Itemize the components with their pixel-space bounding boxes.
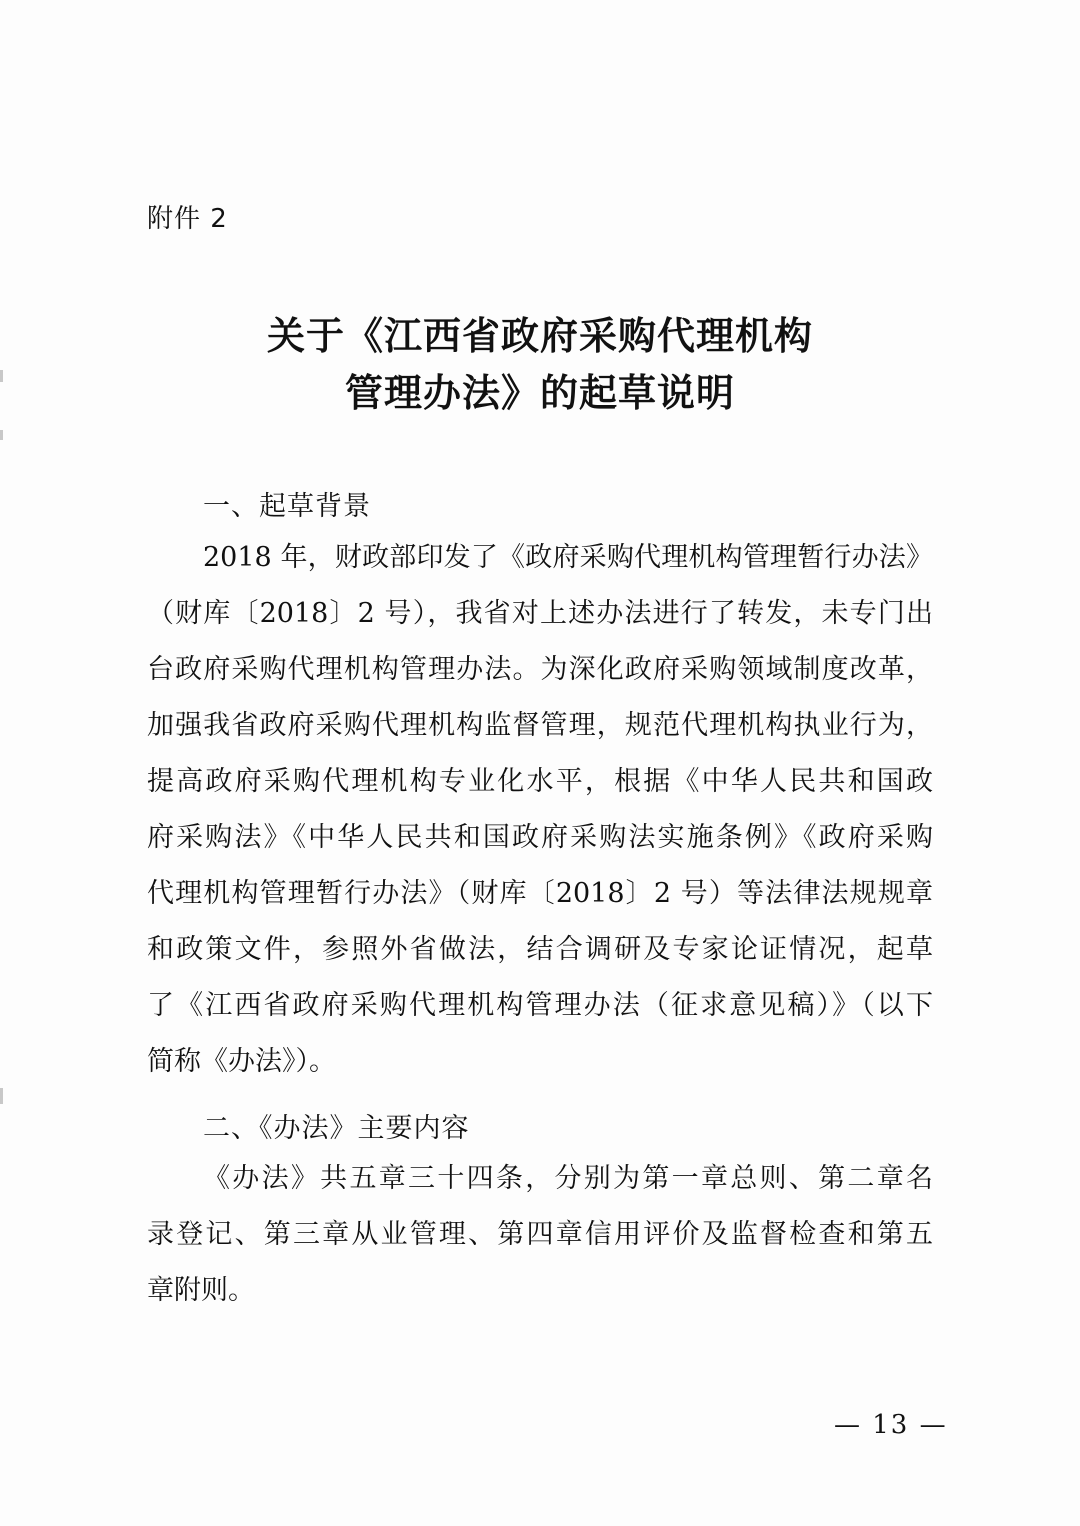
paragraph-line: 简称《办法》）。: [147, 1046, 336, 1077]
document-title-line-1: 关于《江西省政府采购代理机构: [266, 313, 813, 358]
section-heading-main-content: 二、《办法》主要内容: [203, 1113, 470, 1144]
document-title-line-2: 管理办法》的起草说明: [344, 370, 735, 415]
paragraph-line: 章附则。: [147, 1275, 255, 1306]
scan-edge-mark: [0, 1088, 3, 1104]
scan-edge-mark: [0, 430, 3, 440]
paragraph-line: （财库〔2018〕2 号），我省对上述办法进行了转发，未专门出: [147, 598, 933, 629]
paragraph-line: 了《江西省政府采购代理机构管理办法（征求意见稿）》（以下: [147, 990, 933, 1021]
section-heading-background: 一、起草背景: [203, 491, 371, 522]
page-number: — 13 —: [834, 1410, 948, 1440]
paragraph-line: 《办法》共五章三十四条，分别为第一章总则、第二章名: [203, 1163, 933, 1194]
paragraph-line: 府采购法》《中华人民共和国政府采购法实施条例》《政府采购: [147, 822, 933, 853]
paragraph-line: 提高政府采购代理机构专业化水平，根据《中华人民共和国政: [147, 766, 933, 797]
paragraph-line: 代理机构管理暂行办法》（财库〔2018〕2 号）等法律法规规章: [147, 878, 933, 909]
paragraph-line: 2018 年，财政部印发了《政府采购代理机构管理暂行办法》: [203, 542, 933, 573]
paragraph-line: 加强我省政府采购代理机构监督管理，规范代理机构执业行为，: [147, 710, 933, 741]
paragraph-line: 台政府采购代理机构管理办法。为深化政府采购领域制度改革，: [147, 654, 933, 685]
paragraph-line: 录登记、第三章从业管理、第四章信用评价及监督检查和第五: [147, 1219, 933, 1250]
paragraph-line: 和政策文件，参照外省做法，结合调研及专家论证情况，起草: [147, 934, 933, 965]
attachment-label: 附件 2: [147, 204, 228, 234]
